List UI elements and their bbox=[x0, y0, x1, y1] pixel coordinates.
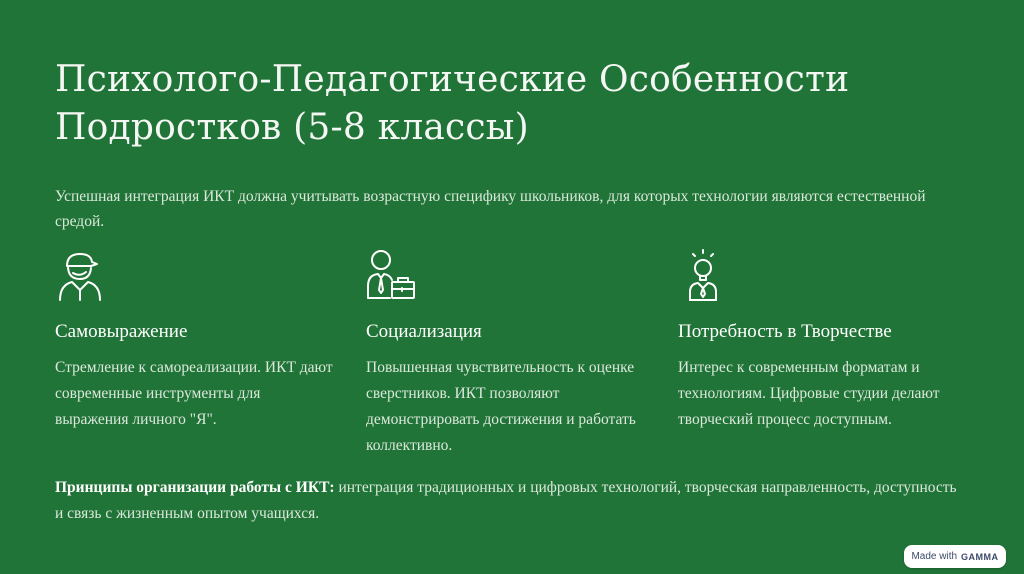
principles-text bbox=[55, 475, 965, 527]
person-cap-icon bbox=[55, 248, 105, 302]
title-end: классы) bbox=[377, 107, 529, 148]
feature-description: Повышенная чувствительность к оценке сверстников. ИКТ позволяют демонстрировать достижения и работать коллективно. bbox=[366, 359, 636, 454]
businessman-briefcase-icon bbox=[366, 248, 416, 302]
made-with-gamma-badge[interactable] bbox=[904, 545, 1006, 568]
feature-description: Интерес к современным форматам и технологиям. Цифровые студии делают творческий процесс доступным. bbox=[678, 359, 940, 428]
feature-description: Стремление к самореализации. ИКТ дают современные инструменты для выражения личного "Я". bbox=[55, 359, 333, 428]
principles-body: интеграция традиционных и цифровых технологий, творческая направленность, доступность и связь с жизненным опытом учащихся. bbox=[55, 479, 957, 522]
badge-brand: GAMMA bbox=[961, 551, 999, 562]
feature-heading: Социализация bbox=[366, 321, 482, 342]
feature-heading: Потребность в Творчестве bbox=[678, 321, 892, 342]
principles-label: Принципы организации работы с ИКТ: bbox=[55, 479, 335, 496]
feature-creativity bbox=[678, 248, 958, 428]
slide-title bbox=[55, 56, 955, 152]
title-paren: (5-8 bbox=[293, 107, 366, 148]
feature-socialization bbox=[366, 248, 646, 454]
intro-text: Успешная интеграция ИКТ должна учитывать возрастную специфику школьников, для которых технологии являются естественной средой. bbox=[55, 188, 926, 230]
idea-lightbulb-person-icon bbox=[678, 248, 728, 302]
feature-self-expression bbox=[55, 248, 335, 428]
title-main: Психолого-Педагогические Особенности Подростков bbox=[55, 59, 850, 148]
badge-prefix: Made with bbox=[911, 551, 958, 562]
feature-heading: Самовыражение bbox=[55, 321, 188, 342]
